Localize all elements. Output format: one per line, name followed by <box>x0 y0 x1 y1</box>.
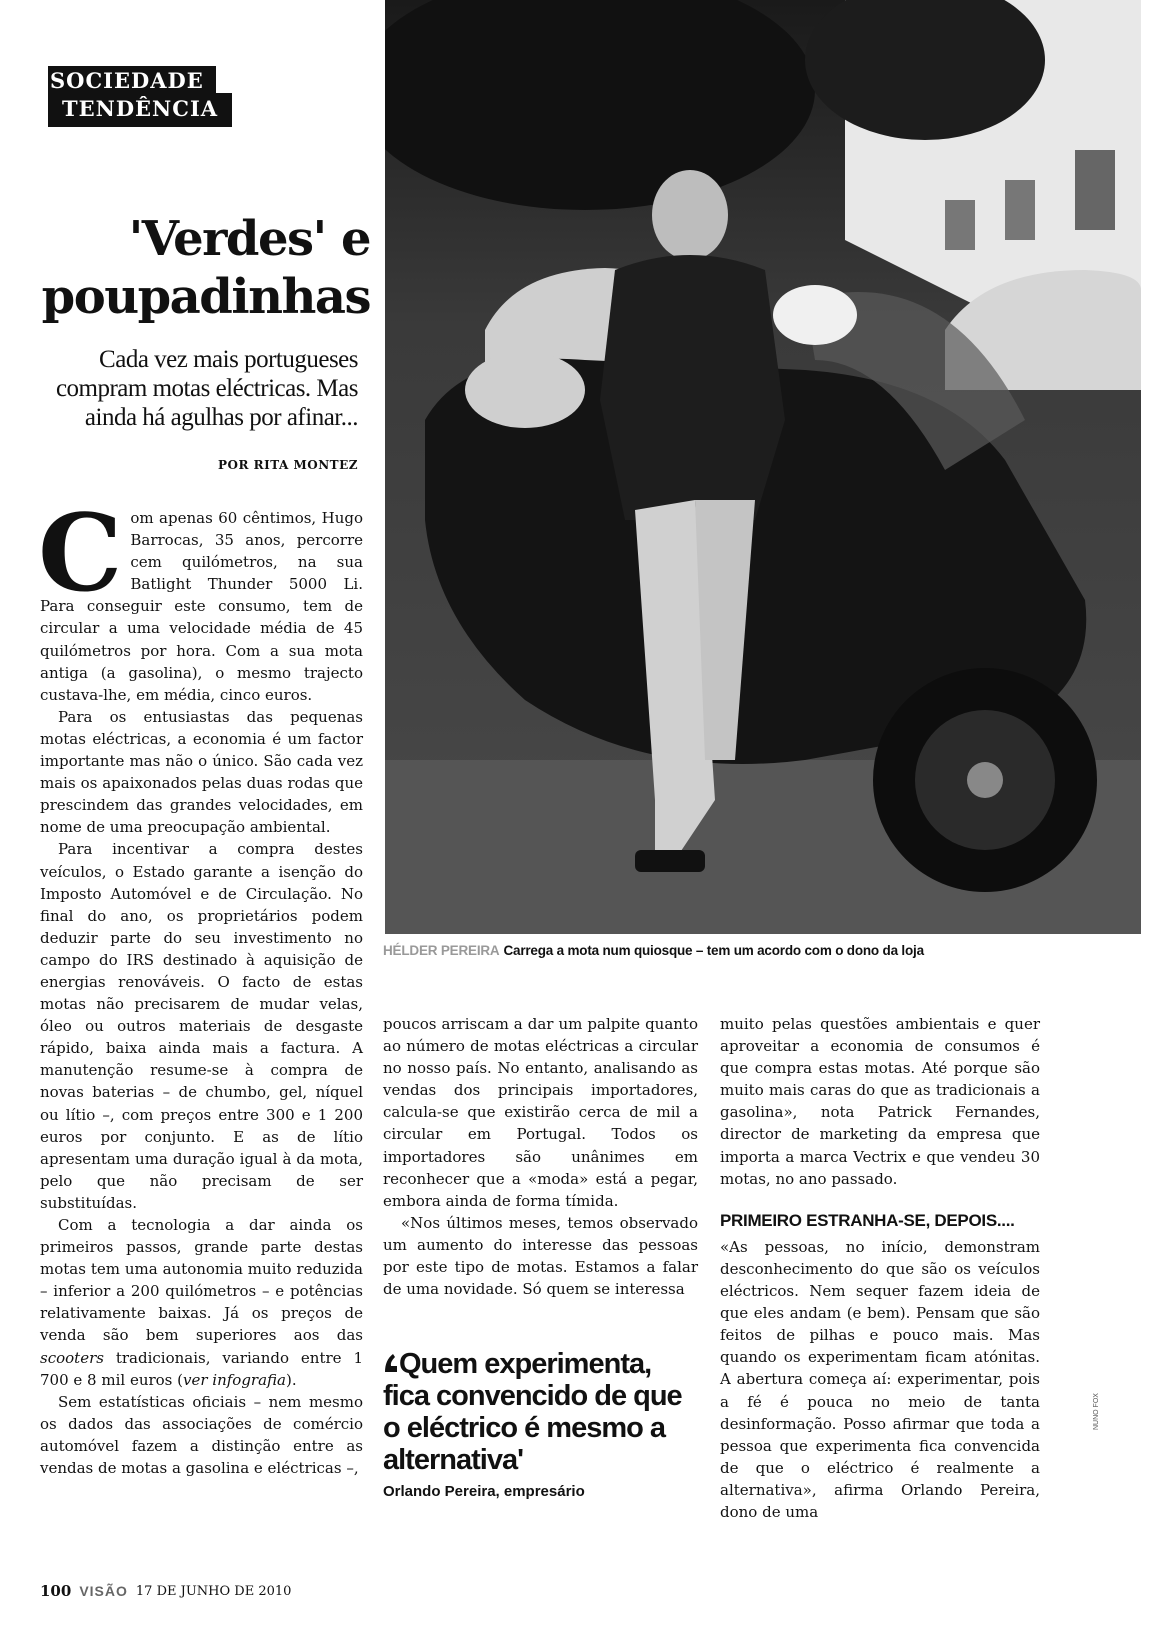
pull-quote-text: Quem experimenta, fica convencido de que o eléctrico é mesmo a alternativa' <box>383 1348 682 1476</box>
subheading: PRIMEIRO ESTRANHA-SE, DEPOIS.... <box>720 1210 1015 1230</box>
article-photo <box>385 0 1141 934</box>
caption-text: Carrega a mota num quiosque – tem um acordo com o dono da loja <box>503 943 924 958</box>
headline-line-2: poupadinhas <box>41 269 370 325</box>
byline: POR RITA MONTEZ <box>217 458 358 472</box>
emphasis: ver infografia <box>183 1370 286 1389</box>
dek: Cada vez mais portugueses compram motas eléctricas. Mas ainda há agulhas por afinar... <box>55 346 358 431</box>
paragraph-text: tradicionais, variando entre 1 700 e 8 mil euros ( <box>40 1348 363 1389</box>
magazine-logo: VISÃO <box>79 1583 128 1599</box>
paragraph: «Nos últimos meses, temos observado um aumento do interesse das pessoas por este tipo de motas. Estamos a falar de uma novidade. Só quem se interessa <box>383 1213 698 1299</box>
paragraph: muito pelas questões ambientais e quer aproveitar a economia de consumos é que compra estas motas. Até porque são muito mais caras do que as tradicionais a gasolina», nota Patrick Fernandes, director de marketing da empresa que importa a marca Vectrix e que vendeu 30 motas, no ano passado. <box>720 1015 1040 1188</box>
drop-cap: C <box>38 490 123 615</box>
issue-date: 17 DE JUNHO DE 2010 <box>135 1583 292 1599</box>
subsection-label: TENDÊNCIA <box>48 93 232 127</box>
page-footer <box>40 1582 291 1600</box>
pull-quote <box>383 1348 703 1476</box>
paragraph: Sem estatísticas oficiais – nem mesmo os dados das associações de comércio automóvel fazem a distinção entre as vendas de motas a gasolina e eléctricas –, <box>40 1392 363 1478</box>
photo-caption <box>383 943 924 958</box>
emphasis: scooters <box>40 1348 104 1367</box>
photo-credit: HÉLDER PEREIRA <box>383 943 500 958</box>
headline <box>40 210 370 326</box>
pull-quote-author: Orlando Pereira, empresário <box>383 1483 585 1500</box>
paragraph: Para os entusiastas das pequenas motas eléctricas, a economia é um factor importante mas não o único. São cada vez mais os apaixonados pelas duas rodas que prescindem das grandes velocidades, em nome de uma preocupação ambiental. <box>40 707 363 837</box>
paragraph: Para incentivar a compra destes veículos, o Estado garante a isenção do Imposto Automóvel e de Circulação. No final do ano, os proprietários podem deduzir parte do seu investimento no campo do IRS destinado à aquisição de energias renováveis. O facto de estas motas não precisarem de mudar velas, óleo ou outros materiais de desgaste rápido, baixa ainda mais a factura. A manutenção resume-se à compra de novas baterias – de chumbo, gel, níquel ou lítio –, com preços entre 300 e 1 200 euros por conjunto. E as de lítio apresentam uma duração igual à da mota, pelo que não precisam de ser substituídas. <box>40 840 363 1212</box>
page-number: 100 <box>40 1582 72 1600</box>
article-column-3 <box>720 1013 1040 1523</box>
side-photo-credit: NUNO FOX <box>1093 1393 1100 1430</box>
paragraph-text: Com a tecnologia a dar ainda os primeiros passos, grande parte destas motas tem uma autonomia muito reduzida – inferior a 200 quilómetros – e potências relativamente baixas. Já os preços de venda são bem superiores aos das <box>40 1216 363 1345</box>
paragraph <box>38 490 363 706</box>
paragraph-text: om apenas 60 cêntimos, Hugo Barrocas, 35 anos, percorre cem quilómetros, na sua Batlight Thunder 5000 Li. Para conseguir este consumo, tem de circular a uma velocidade média de 45 quilómetros por hora. Com a sua mota antiga (a gasolina), o mesmo trajecto custava-lhe, em média, cinco euros. <box>40 509 363 704</box>
section-tag <box>48 66 232 127</box>
paragraph: poucos arriscam a dar um palpite quanto ao número de motas eléctricas a circular no nosso país. No entanto, analisando as vendas dos principais importadores, calcula-se que existirão cerca de mil a circular em Portugal. Todos os importadores são unânimes em reconhecer que a «moda» está a pegar, embora ainda de forma tímida. <box>383 1015 698 1210</box>
article-column-1 <box>38 490 363 1479</box>
paragraph <box>40 1214 363 1391</box>
section-label: SOCIEDADE <box>48 66 216 94</box>
photo-motorcycle-rider <box>385 0 1141 934</box>
article-column-2 <box>383 1013 698 1300</box>
paragraph-text: ). <box>286 1370 297 1389</box>
quote-mark-icon <box>383 1352 399 1374</box>
paragraph: «As pessoas, no início, demonstram desconhecimento do que são os veículos eléctricos. Nem sequer fazem ideia de que eles andam (e bem). Pensam que são feitos de pilhas e pouco mais. Mas quando os experimentam ficam atónitas. A abertura começa aí: experimentar, pois a fé é pouca no meio de tanta desinformação. Posso afirmar que toda a pessoa que experimenta fica convencida de que o eléctrico é realmente a alternativa», afirma Orlando Pereira, dono de uma <box>720 1237 1040 1521</box>
headline-line-1: 'Verdes' e <box>128 211 370 267</box>
